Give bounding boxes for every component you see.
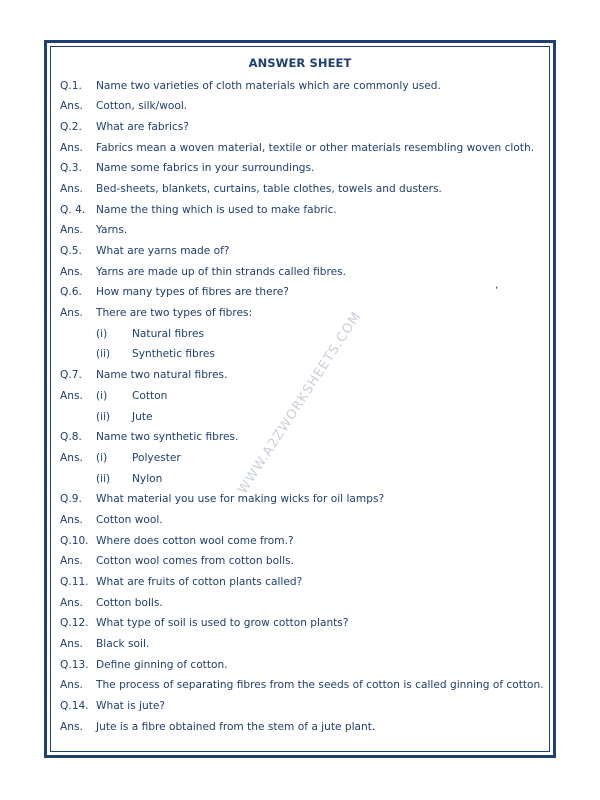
row-text: Fabrics mean a woven material, textile or other materials resembling woven cloth. — [96, 141, 535, 154]
row-text: What are fabrics? — [96, 120, 189, 133]
subitem-text: Synthetic fibres — [132, 348, 215, 361]
answer-row — [60, 179, 549, 200]
row-label: Q.1. — [60, 79, 82, 92]
row-label: Ans. — [60, 182, 83, 195]
row-text: Jute is a fibre obtained from the stem of a jute plant. — [96, 720, 376, 733]
row-label: Ans. — [60, 638, 83, 651]
page-border — [44, 40, 556, 758]
row-text: Define ginning of cotton. — [96, 658, 228, 671]
row-label: Q.12. — [60, 617, 89, 630]
row-text: The process of separating fibres from the seeds of cotton is called ginning of cotton. — [96, 679, 544, 692]
row-label: Q.11. — [60, 576, 89, 588]
row-text: Black soil. — [96, 638, 150, 651]
row-label: Q.13. — [60, 658, 89, 671]
row-label: Q.8. — [60, 431, 82, 444]
answer-subitem-row — [60, 469, 549, 490]
row-label: Ans. — [60, 596, 83, 609]
row-label: Q.5. — [60, 245, 82, 257]
row-label: Q.6. — [60, 286, 82, 299]
question-row — [60, 158, 549, 179]
row-label: Q.3. — [60, 162, 82, 175]
row-label: Ans. — [60, 389, 83, 402]
row-text: What are yarns made of? — [96, 245, 230, 257]
row-label: Ans. — [60, 307, 83, 320]
answer-subitem-row — [60, 407, 549, 428]
row-label: Q.7. — [60, 369, 82, 382]
row-label: Ans. — [60, 679, 83, 692]
subitem-label: (ii) — [96, 472, 111, 485]
row-text: Yarns. — [96, 224, 128, 237]
qa-list — [60, 76, 549, 738]
answer-row — [60, 262, 549, 283]
answer-row — [60, 303, 549, 324]
question-row — [60, 241, 549, 262]
row-text: Where does cotton wool come from.? — [96, 534, 294, 547]
answer-subitem-row — [60, 344, 549, 365]
answer-row — [60, 634, 549, 655]
row-text: How many types of fibres are there? — [96, 286, 289, 299]
subitem-text: Cotton — [132, 389, 168, 402]
answer-row — [60, 138, 549, 159]
answer-subitem-row — [60, 324, 549, 345]
row-label: Ans. — [60, 555, 83, 568]
row-text: What are fruits of cotton plants called? — [96, 576, 303, 588]
subitem-label: (i) — [96, 451, 108, 464]
row-text: Yarns are made up of thin strands called fibres. — [96, 265, 347, 278]
row-label: Q. 4. — [60, 203, 86, 216]
subitem-label: (i) — [96, 389, 108, 402]
subitem-text: Nylon — [132, 472, 163, 485]
row-text: Name the thing which is used to make fabric. — [96, 203, 337, 216]
answer-row — [60, 386, 549, 407]
row-text: There are two types of fibres: — [96, 307, 253, 320]
row-text: Name two natural fibres. — [96, 369, 228, 382]
row-label: Ans. — [60, 720, 83, 733]
page-border-inner — [50, 46, 550, 752]
answer-row — [60, 96, 549, 117]
answer-row — [60, 510, 549, 531]
row-text: Name two synthetic fibres. — [96, 431, 239, 444]
row-label: Ans. — [60, 224, 83, 237]
subitem-text: Jute — [132, 410, 153, 423]
subitem-label: (ii) — [96, 348, 111, 361]
row-text: Name some fabrics in your surroundings. — [96, 162, 315, 175]
question-row — [60, 76, 549, 97]
question-row — [60, 572, 549, 593]
subitem-label: (i) — [96, 327, 108, 340]
answer-row — [60, 675, 549, 696]
row-label: Ans. — [60, 451, 83, 464]
question-row — [60, 427, 549, 448]
question-row — [60, 117, 549, 138]
subitem-text: Polyester — [132, 451, 181, 464]
stray-mark: , — [495, 280, 499, 291]
row-text: Bed-sheets, blankets, curtains, table clothes, towels and dusters. — [96, 182, 442, 195]
question-row — [60, 613, 549, 634]
row-label: Ans. — [60, 141, 83, 154]
watermark: WWW.A2ZWORKSHEETS.COM — [235, 309, 365, 497]
row-text: Cotton, silk/wool. — [96, 100, 188, 113]
subitem-label: (ii) — [96, 410, 111, 423]
question-row — [60, 696, 549, 717]
row-label: Ans. — [60, 100, 83, 113]
answer-row — [60, 717, 549, 738]
row-text: Cotton bolls. — [96, 596, 163, 609]
question-row — [60, 489, 549, 510]
question-row — [60, 655, 549, 676]
row-text: What material you use for making wicks for oil lamps? — [96, 493, 385, 506]
row-text: What is jute? — [96, 700, 165, 713]
question-row — [60, 531, 549, 552]
page-title: ANSWER SHEET — [248, 56, 352, 70]
row-text: Cotton wool comes from cotton bolls. — [96, 555, 294, 568]
row-text: What type of soil is used to grow cotton plants? — [96, 617, 349, 630]
answer-row — [60, 220, 549, 241]
subitem-text: Natural fibres — [132, 327, 204, 340]
row-text: Cotton wool. — [96, 513, 163, 526]
row-label: Ans. — [60, 513, 83, 526]
row-label: Q.14. — [60, 700, 89, 713]
row-label: Ans. — [60, 265, 83, 278]
row-label: Q.9. — [60, 493, 82, 506]
answer-row — [60, 551, 549, 572]
row-text: Name two varieties of cloth materials which are commonly used. — [96, 79, 441, 92]
answer-row — [60, 448, 549, 469]
question-row — [60, 365, 549, 386]
answer-row — [60, 593, 549, 614]
row-label: Q.10. — [60, 534, 89, 547]
question-row — [60, 282, 549, 303]
question-row — [60, 200, 549, 221]
row-label: Q.2. — [60, 120, 82, 133]
